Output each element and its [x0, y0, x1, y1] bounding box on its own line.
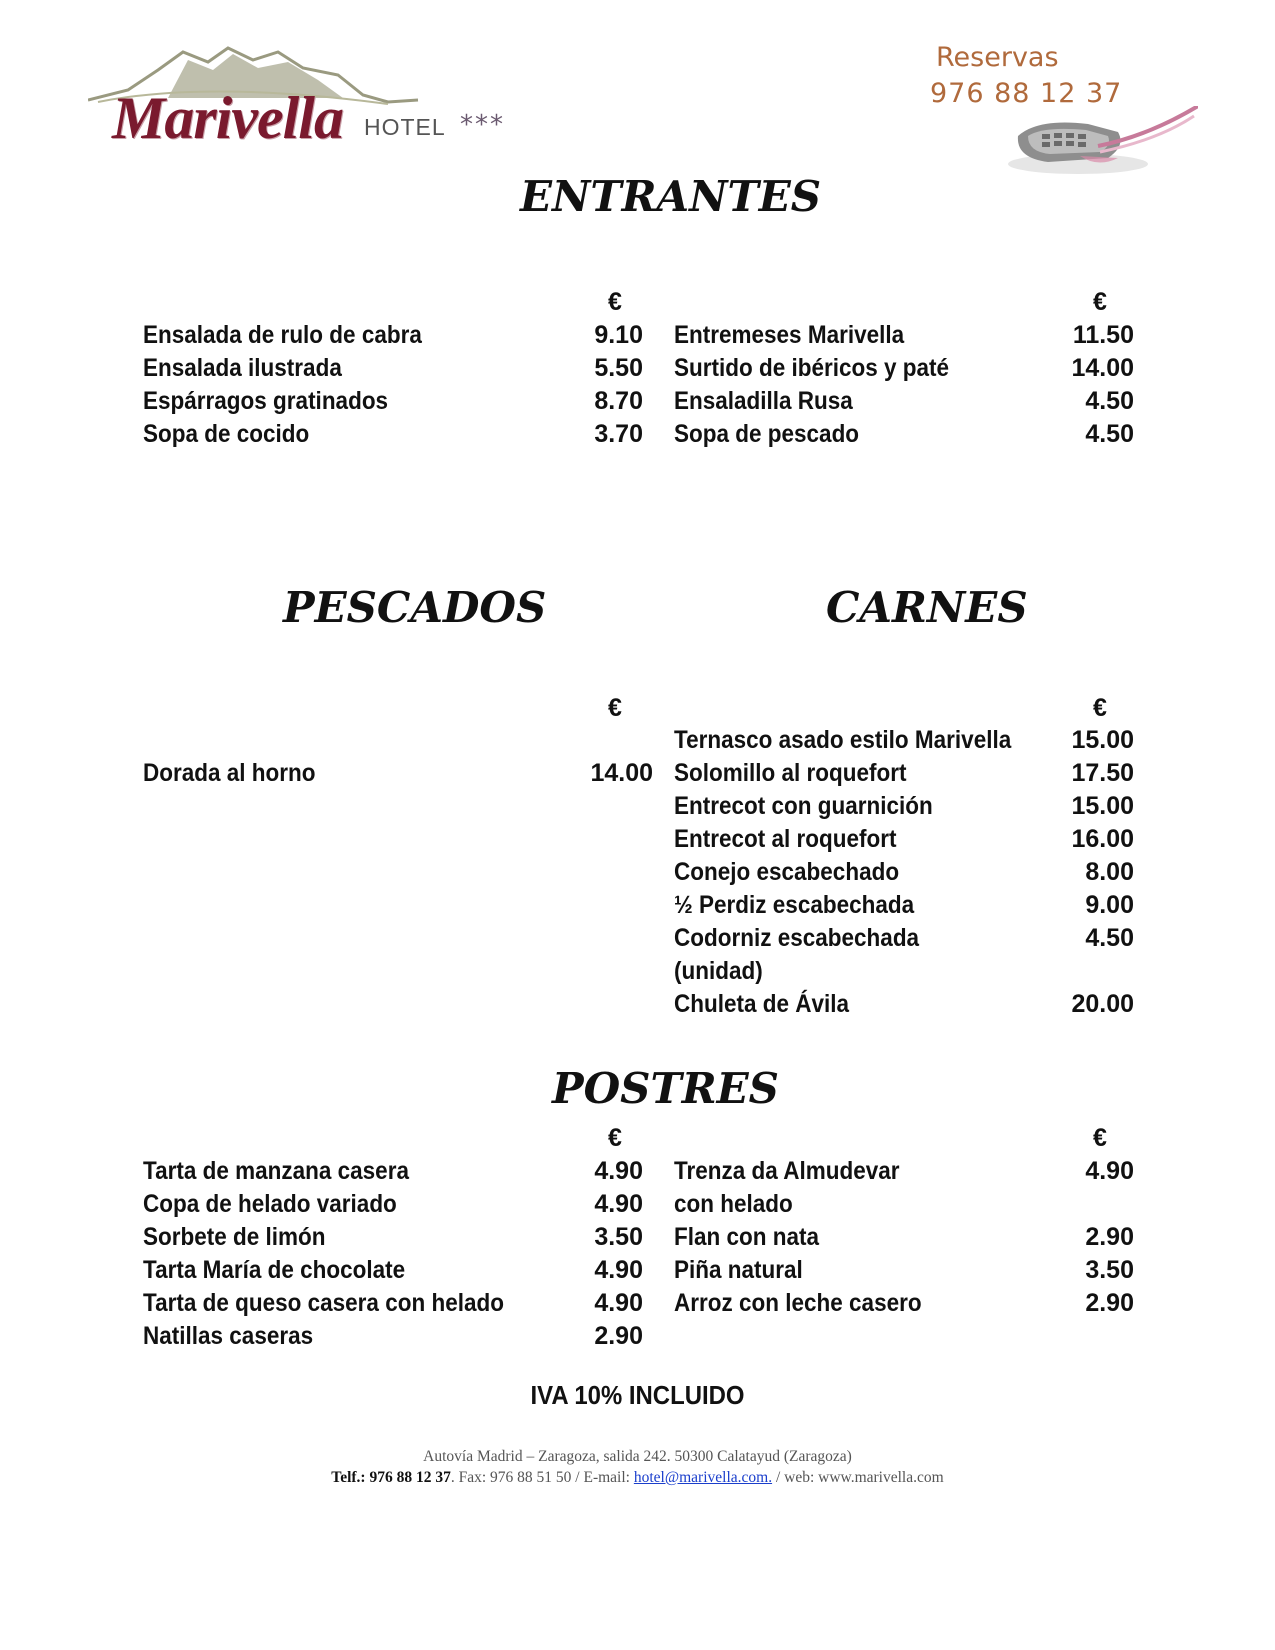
- menu-item: [674, 889, 1134, 922]
- carnes-list: [674, 724, 1134, 1021]
- footer: [0, 1446, 1275, 1488]
- menu-item: [143, 1254, 643, 1287]
- menu-item-price: 5.50: [594, 354, 643, 382]
- menu-item-price: 3.50: [1085, 1256, 1134, 1284]
- menu-item-name: Entrecot con guarnición: [674, 792, 933, 820]
- menu-item-price: 11.50: [1072, 321, 1134, 349]
- menu-item-name: Tarta de manzana casera: [143, 1157, 409, 1185]
- menu-item: [674, 385, 1134, 418]
- menu-item-name: ½ Perdiz escabechada: [674, 891, 915, 919]
- logo-wordmark: Marivella: [112, 85, 343, 151]
- section-title-carnes: CARNES: [826, 583, 1028, 632]
- menu-item: [674, 922, 1134, 988]
- menu-item: [143, 1287, 643, 1320]
- menu-item-price: 4.90: [594, 1157, 643, 1185]
- menu-item-price: 8.70: [594, 387, 643, 415]
- menu-item: [674, 1287, 1134, 1320]
- menu-item-name: Entrecot al roquefort: [674, 825, 897, 853]
- menu-item: [143, 385, 643, 418]
- menu-item: [674, 823, 1134, 856]
- menu-item-price: 4.90: [1085, 1157, 1134, 1185]
- menu-item: [674, 856, 1134, 889]
- menu-item-price: 9.00: [1085, 891, 1134, 919]
- menu-item-price: 4.90: [594, 1289, 643, 1317]
- menu-item: [674, 988, 1134, 1021]
- menu-item-price: 2.90: [1085, 1223, 1134, 1251]
- menu-item: [143, 352, 643, 385]
- section-title-pescados: PESCADOS: [283, 583, 547, 632]
- menu-item: [143, 1320, 643, 1353]
- footer-email-link[interactable]: hotel@marivella.com.: [633, 1469, 773, 1486]
- postres-right-list: [674, 1155, 1134, 1320]
- menu-item-price: 4.50: [1085, 924, 1134, 952]
- menu-item: [143, 1221, 643, 1254]
- menu-item-name: Solomillo al roquefort: [674, 759, 907, 787]
- menu-item: [674, 724, 1134, 757]
- menu-item-name: Surtido de ibéricos y paté: [674, 354, 950, 382]
- menu-item: [674, 1254, 1134, 1287]
- menu-item: [143, 319, 643, 352]
- menu-item-price: 4.90: [594, 1190, 643, 1218]
- menu-item: [143, 418, 643, 451]
- menu-item-price: 4.90: [594, 1256, 643, 1284]
- menu-item-name: Codorniz escabechada (unidad): [674, 924, 920, 985]
- currency-header: €: [1093, 288, 1107, 316]
- logo-stars: ***: [460, 110, 505, 140]
- currency-header: €: [608, 1124, 622, 1152]
- menu-item: [674, 757, 1134, 790]
- section-title-postres: POSTRES: [552, 1064, 780, 1113]
- menu-item-name: Natillas caseras: [143, 1322, 314, 1350]
- menu-item-price: 14.00: [1071, 354, 1134, 382]
- footer-contact: [0, 1467, 1275, 1488]
- menu-item-name: Flan con nata: [674, 1223, 820, 1251]
- menu-item: [674, 319, 1134, 352]
- currency-header: €: [608, 288, 622, 316]
- menu-item-name: Espárragos gratinados: [143, 387, 389, 415]
- menu-item-name: Ensalada de rulo de cabra: [143, 321, 422, 349]
- entrantes-right-list: [674, 319, 1134, 451]
- entrantes-left-list: [143, 319, 643, 451]
- menu-item: [674, 1155, 1134, 1221]
- menu-item-price: 2.90: [1085, 1289, 1134, 1317]
- currency-header: €: [1093, 1124, 1107, 1152]
- menu-item-price: 9.10: [594, 321, 643, 349]
- menu-item: [674, 352, 1134, 385]
- menu-item-name: Sopa de cocido: [143, 420, 310, 448]
- menu-item-name: Piña natural: [674, 1256, 803, 1284]
- iva-note: IVA 10% INCLUIDO: [530, 1380, 745, 1410]
- pescados-list: [143, 757, 653, 790]
- menu-item-name: Tarta María de chocolate: [143, 1256, 406, 1284]
- menu-item-name: Dorada al horno: [143, 759, 316, 787]
- postres-left-list: [143, 1155, 643, 1353]
- hotel-logo: [88, 40, 528, 150]
- reservations-block: [930, 40, 1200, 180]
- phone-icon: [1008, 106, 1198, 178]
- footer-fax: . Fax: 976 88 51 50 / E-mail:: [450, 1469, 634, 1486]
- menu-item-name: Sopa de pescado: [674, 420, 860, 448]
- menu-item-name: Ensalada ilustrada: [143, 354, 342, 382]
- menu-item: [674, 790, 1134, 823]
- footer-web: / web: www.marivella.com: [772, 1469, 944, 1486]
- menu-item-price: 4.50: [1085, 387, 1134, 415]
- menu-item-name: Tarta de queso casera con helado: [143, 1289, 504, 1317]
- menu-item-price: 17.50: [1071, 759, 1134, 787]
- menu-item-price: 15.00: [1071, 792, 1134, 820]
- menu-item-price: 14.00: [590, 759, 653, 787]
- menu-item-price: 3.70: [594, 420, 643, 448]
- menu-item-name: Sorbete de limón: [143, 1223, 326, 1251]
- menu-item-price: 4.50: [1085, 420, 1134, 448]
- menu-item-name: Trenza da Almudevar con helado: [674, 1157, 900, 1218]
- menu-item-price: 2.90: [594, 1322, 643, 1350]
- menu-item-name: Arroz con leche casero: [674, 1289, 922, 1317]
- currency-header: €: [608, 694, 622, 722]
- menu-item-name: Ensaladilla Rusa: [674, 387, 853, 415]
- menu-item-name: Copa de helado variado: [143, 1190, 397, 1218]
- menu-item-name: Conejo escabechado: [674, 858, 900, 886]
- menu-item: [674, 418, 1134, 451]
- section-title-entrantes: ENTRANTES: [520, 172, 822, 221]
- footer-address: Autovía Madrid – Zaragoza, salida 242. 50300 Calatayud (Zaragoza): [423, 1448, 852, 1465]
- menu-item-name: Entremeses Marivella: [674, 321, 905, 349]
- menu-item-price: 16.00: [1071, 825, 1134, 853]
- menu-item-name: Chuleta de Ávila: [674, 990, 850, 1018]
- reservations-phone: 976 88 12 37: [930, 78, 1123, 109]
- currency-header: €: [1093, 694, 1107, 722]
- footer-telephone: Telf.: 976 88 12 37: [331, 1469, 451, 1486]
- menu-item-price: 3.50: [594, 1223, 643, 1251]
- menu-item-price: 8.00: [1085, 858, 1134, 886]
- menu-item: [143, 1155, 643, 1188]
- menu-item-price: 15.00: [1071, 726, 1134, 754]
- menu-item: [143, 757, 653, 790]
- logo-hotel-label: HOTEL: [364, 114, 446, 140]
- menu-item: [674, 1221, 1134, 1254]
- reservations-label: Reservas: [936, 42, 1059, 73]
- menu-item-name: Ternasco asado estilo Marivella: [674, 726, 1012, 754]
- menu-item: [143, 1188, 643, 1221]
- menu-item-price: 20.00: [1071, 990, 1134, 1018]
